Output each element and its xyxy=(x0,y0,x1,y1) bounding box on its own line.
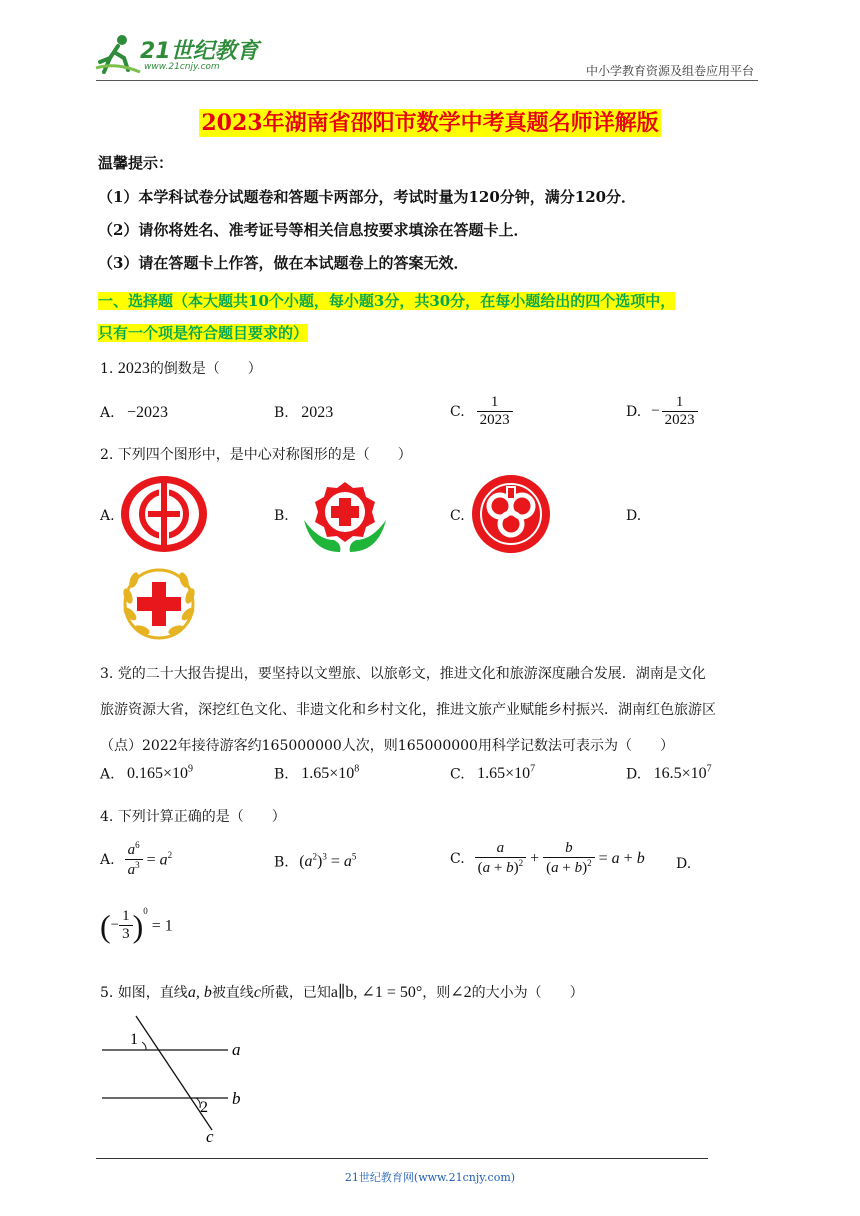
option-label: B. xyxy=(274,405,289,421)
title-wrap xyxy=(0,106,860,137)
line-c-label: c xyxy=(206,1127,214,1144)
option-value xyxy=(301,765,359,782)
option-label: B. xyxy=(274,854,289,871)
fraction xyxy=(475,840,526,878)
union-emblem-icon xyxy=(118,474,210,554)
question-text: 的倒数是（ ） xyxy=(149,361,262,377)
fraction-denominator: $a^3$ xyxy=(125,859,143,879)
line-b-label: b xyxy=(232,1089,241,1108)
fraction-numerator: b xyxy=(565,840,573,856)
line-a-label: a xyxy=(232,1040,241,1059)
option-label: C. xyxy=(450,850,465,867)
option-label: D. xyxy=(626,403,642,420)
option-label: C. xyxy=(450,766,465,783)
question-2 xyxy=(100,444,412,464)
footer-wrap xyxy=(0,1166,860,1185)
paren-open: ( xyxy=(100,907,111,944)
sci-base: 1.65×10 xyxy=(477,765,531,783)
fraction-denominator: 2023 xyxy=(477,411,513,429)
option-label: B. xyxy=(274,766,289,783)
math-condition: a∥b, ∠1 = 50° xyxy=(330,984,423,1001)
option-label: A. xyxy=(100,405,115,421)
section-line-1: 一、选择题（本大题共10个小题，每小题3分，共30分，在每小题给出的四个选项中， xyxy=(98,292,676,310)
question-number: 1. xyxy=(100,361,114,377)
question-text-line: 党的二十大报告提出，要坚持以文塑旅、以旅彰文，推进文化和旅游深度融合发展．湖南是文化 xyxy=(117,666,706,682)
fraction-denominator: $(a + b)^2$ xyxy=(475,857,526,877)
q1-number: 2023 xyxy=(117,360,150,377)
sci-base: 0.165×10 xyxy=(127,765,189,783)
question-3 xyxy=(100,656,716,764)
q1-option-a[interactable] xyxy=(100,404,168,422)
question-text: 所截，已知 xyxy=(260,985,331,1001)
question-1 xyxy=(100,358,262,378)
q1-option-c[interactable] xyxy=(450,394,513,430)
fraction-denominator: 2023 xyxy=(662,411,698,429)
q4-option-c[interactable] xyxy=(450,840,645,878)
tip-item: （3）请在答题卡上作答，做在本试题卷上的答案无效． xyxy=(98,254,469,272)
runner-logo-icon xyxy=(92,32,144,76)
q2-option-d-label[interactable]: D. xyxy=(626,508,642,524)
q3-option-d[interactable] xyxy=(626,764,712,783)
q1-option-b[interactable] xyxy=(274,404,333,422)
option-label: A. xyxy=(100,851,115,868)
option-value: 2023 xyxy=(301,404,334,421)
option-value xyxy=(654,765,712,782)
logo-text: 21世纪教育 xyxy=(140,39,259,64)
minus-sign: − xyxy=(110,917,120,934)
equation-rhs: = a + b xyxy=(598,849,645,867)
q1-option-d[interactable] xyxy=(626,394,698,430)
question-4 xyxy=(100,806,286,826)
question-number: 3. xyxy=(100,666,114,682)
question-text: 下列计算正确的是（ ） xyxy=(117,809,286,825)
question-number: 5. xyxy=(100,985,114,1001)
header-rule xyxy=(96,80,758,81)
option-label: D. xyxy=(626,766,642,783)
q2-option-a-label[interactable]: A. xyxy=(100,508,115,524)
plus-sign: + xyxy=(530,849,540,867)
option-value: $(a^2)^3 = a^5$ xyxy=(299,852,357,871)
section-line-2: 只有一个项是符合题目要求的） xyxy=(98,324,309,342)
question-5 xyxy=(100,982,584,1002)
equation-rhs: = $a^2$ xyxy=(146,850,173,869)
question-text: ，则 xyxy=(422,985,451,1001)
equation-rhs: $^0$ = 1 xyxy=(143,906,173,935)
option-value: −2023 xyxy=(127,404,169,421)
sci-base: 1.65×10 xyxy=(301,765,355,783)
paren-close: ) xyxy=(132,907,144,944)
womens-federation-emblem-icon xyxy=(470,474,552,554)
math-vars: a, b xyxy=(187,984,212,1001)
question-text: 被直线 xyxy=(211,985,254,1001)
question-number: 2. xyxy=(100,447,114,463)
fraction-numerator: 1 xyxy=(122,908,130,924)
angle-2-label: 2 xyxy=(200,1099,208,1116)
exponent: 8 xyxy=(354,764,360,775)
footer-text: 21世纪教育网(www.21cnjy.com) xyxy=(344,1171,516,1184)
question-text: 下列四个图形中，是中心对称图形的是（ ） xyxy=(117,447,412,463)
option-label: C. xyxy=(450,403,465,420)
fraction xyxy=(477,394,513,430)
fraction xyxy=(662,394,698,430)
q4-option-a[interactable] xyxy=(100,840,172,880)
fraction-numerator: 1 xyxy=(675,394,684,410)
tip-item: （2）请你将姓名、准考证号等相关信息按要求填涂在答题卡上． xyxy=(98,221,529,239)
question-text: 如图，直线 xyxy=(117,985,188,1001)
question-text: 的大小为（ ） xyxy=(471,985,584,1001)
page-title: 2023年湖南省邵阳市数学中考真题名师详解版 xyxy=(201,110,659,136)
q2-option-c-label[interactable]: C. xyxy=(450,508,465,524)
fraction-numerator: 1 xyxy=(490,394,499,410)
section-heading xyxy=(98,285,675,349)
exponent: 7 xyxy=(706,764,712,775)
option-value xyxy=(477,765,535,782)
sci-base: 16.5×10 xyxy=(653,765,707,783)
tips-heading: 温馨提示： xyxy=(98,154,174,172)
header-logo xyxy=(92,32,262,80)
q3-option-b[interactable] xyxy=(274,764,359,783)
option-label: A. xyxy=(100,766,115,783)
math-var: c xyxy=(253,984,261,1001)
math-angle: ∠2 xyxy=(450,984,472,1001)
red-cross-laurel-icon xyxy=(118,566,200,642)
tip-item: （1）本学科试卷分试题卷和答题卡两部分，考试时量为120分钟，满分120分． xyxy=(98,188,637,206)
question-text-line: （点）2022年接待游客约165000000人次，则165000000用科学记数法可表示为（ ） xyxy=(100,738,674,754)
exponent: 7 xyxy=(530,764,536,775)
parallel-lines-figure xyxy=(96,1012,266,1144)
logo-url: www.21cnjy.com xyxy=(144,62,220,72)
q3-option-c[interactable] xyxy=(450,764,535,783)
fraction xyxy=(543,840,594,878)
q4-option-d[interactable] xyxy=(100,908,173,944)
q2-option-b-label[interactable]: B. xyxy=(274,508,289,524)
header-right-text: 中小学教育资源及组卷应用平台 xyxy=(585,64,754,78)
medical-cross-icon xyxy=(302,478,388,556)
fraction xyxy=(125,840,143,880)
minus-sign: − xyxy=(651,403,660,420)
fraction-numerator: $a^6$ xyxy=(127,840,140,858)
question-text-line: 旅游资源大省，深挖红色文化、非遗文化和乡村文化，推进文旅产业赋能乡村振兴．湖南红色旅游区 xyxy=(100,702,716,718)
fraction-denominator: 3 xyxy=(119,925,133,943)
fraction-denominator: $(a + b)^2$ xyxy=(543,857,594,877)
q4-option-d-label[interactable]: D. xyxy=(676,856,692,872)
q4-option-b[interactable] xyxy=(274,852,356,871)
question-number: 4. xyxy=(100,809,114,825)
q3-option-a[interactable] xyxy=(100,764,193,783)
angle-1-label: 1 xyxy=(130,1031,138,1048)
exponent: 9 xyxy=(188,764,194,775)
fraction xyxy=(119,908,133,944)
footer-rule xyxy=(96,1158,708,1159)
option-value xyxy=(127,765,193,782)
fraction-numerator: a xyxy=(496,840,505,856)
